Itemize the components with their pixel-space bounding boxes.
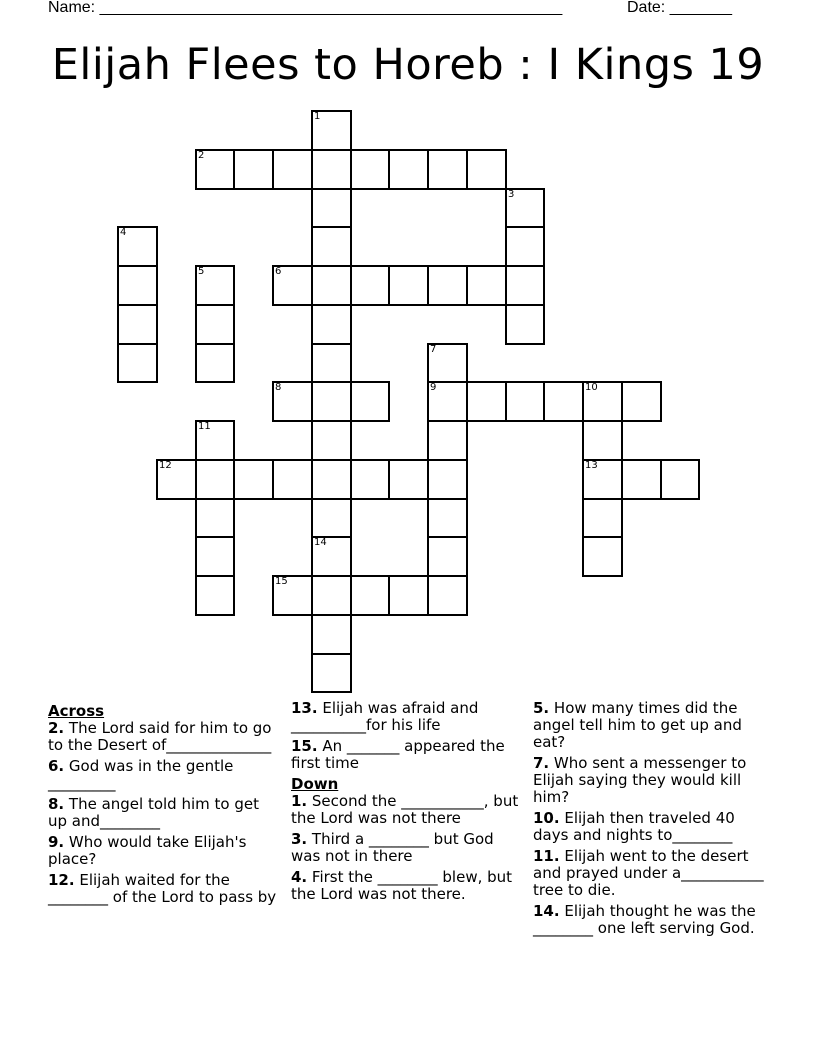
clue-text: The angel told him to get up and________ <box>48 795 259 830</box>
clue-item <box>533 700 773 751</box>
clue-item <box>291 831 523 865</box>
crossword-cell[interactable] <box>195 265 235 306</box>
crossword-cell[interactable] <box>427 343 468 383</box>
crossword-cell[interactable] <box>505 265 545 306</box>
crossword-cell[interactable] <box>466 381 507 422</box>
clues-column-3 <box>533 700 773 941</box>
clue-text: An _______ appeared the first time <box>291 737 505 772</box>
crossword-cell[interactable] <box>427 459 468 500</box>
clue-number: 12 <box>159 460 172 471</box>
crossword-cell[interactable] <box>272 149 313 190</box>
crossword-cell[interactable] <box>582 536 623 577</box>
crossword-cell[interactable] <box>388 459 429 500</box>
crossword-cell[interactable] <box>311 459 352 500</box>
crossword-cell[interactable] <box>311 575 352 616</box>
clue-text: Elijah then traveled 40 days and nights to________ <box>533 809 735 844</box>
crossword-cell[interactable] <box>350 265 390 306</box>
crossword-cell[interactable] <box>117 304 158 345</box>
clue-item <box>291 738 523 772</box>
crossword-cell[interactable] <box>660 459 700 500</box>
clues-column-1 <box>48 700 280 910</box>
crossword-cell[interactable] <box>195 420 235 461</box>
crossword-cell[interactable] <box>195 536 235 577</box>
clue-number-label: 12. <box>48 871 75 889</box>
crossword-cell[interactable] <box>311 614 352 655</box>
clue-number-label: 14. <box>533 902 560 920</box>
crossword-cell[interactable] <box>466 265 507 306</box>
crossword-cell[interactable] <box>311 381 352 422</box>
crossword-cell[interactable] <box>156 459 197 500</box>
clue-text: Third a ________ but God was not in there <box>291 830 494 865</box>
clue-number-label: 8. <box>48 795 65 813</box>
across-clue-list-continued <box>291 700 523 772</box>
crossword-cell[interactable] <box>311 653 352 693</box>
clue-item <box>48 796 280 830</box>
page-title: Elijah Flees to Horeb : I Kings 19 <box>51 40 765 90</box>
crossword-cell[interactable] <box>272 575 313 616</box>
clue-number: 7 <box>430 344 437 355</box>
name-line: Name: ____________________________________________________ <box>48 0 563 16</box>
clue-number-label: 5. <box>533 699 550 717</box>
crossword-cell[interactable] <box>195 459 235 500</box>
clue-item <box>533 903 773 937</box>
crossword-cell[interactable] <box>311 265 352 306</box>
crossword-cell[interactable] <box>350 149 390 190</box>
clue-number: 4 <box>120 227 127 238</box>
crossword-cell[interactable] <box>311 420 352 461</box>
crossword-cell[interactable] <box>311 226 352 267</box>
clue-text: Elijah was afraid and __________for his life <box>291 699 479 734</box>
down-clue-list <box>291 793 523 903</box>
crossword-cell[interactable] <box>621 381 662 422</box>
crossword-cell[interactable] <box>427 381 468 422</box>
crossword-cell[interactable] <box>621 459 662 500</box>
crossword-cell[interactable] <box>195 304 235 345</box>
crossword-cell[interactable] <box>272 381 313 422</box>
crossword-cell[interactable] <box>311 343 352 383</box>
clue-number-label: 2. <box>48 719 65 737</box>
crossword-cell[interactable] <box>350 381 390 422</box>
clue-text: Who would take Elijah's place? <box>48 833 247 868</box>
crossword-cell[interactable] <box>117 226 158 267</box>
crossword-cell[interactable] <box>505 188 545 228</box>
clue-item <box>291 793 523 827</box>
clue-item <box>533 755 773 806</box>
crossword-cell[interactable] <box>505 226 545 267</box>
crossword-cell[interactable] <box>505 381 545 422</box>
clue-number: 6 <box>275 266 282 277</box>
clue-number-label: 1. <box>291 792 308 810</box>
crossword-cell[interactable] <box>311 304 352 345</box>
clue-item <box>291 869 523 903</box>
crossword-cell[interactable] <box>195 575 235 616</box>
clue-number: 9 <box>430 382 437 393</box>
clue-item <box>48 834 280 868</box>
crossword-cell[interactable] <box>233 459 274 500</box>
across-heading: Across <box>48 702 105 720</box>
clues-column-2 <box>291 700 523 907</box>
clue-number: 5 <box>198 266 205 277</box>
date-line: Date: _______ <box>627 0 732 16</box>
crossword-cell[interactable] <box>582 459 623 500</box>
crossword-cell[interactable] <box>233 149 274 190</box>
clue-number-label: 15. <box>291 737 318 755</box>
clue-text: Elijah waited for the ________ of the Lord to pass by <box>48 871 277 906</box>
crossword-cell[interactable] <box>582 381 623 422</box>
crossword-cell[interactable] <box>311 498 352 538</box>
crossword-cell[interactable] <box>195 498 235 538</box>
clue-item <box>48 720 280 754</box>
clue-number: 1 <box>314 111 321 122</box>
clue-number-label: 9. <box>48 833 65 851</box>
crossword-cell[interactable] <box>427 575 468 616</box>
crossword-cell[interactable] <box>195 343 235 383</box>
crossword-cell[interactable] <box>427 149 468 190</box>
crossword-cell[interactable] <box>117 265 158 306</box>
crossword-cell[interactable] <box>311 536 352 577</box>
clue-number-label: 10. <box>533 809 560 827</box>
clue-number-label: 7. <box>533 754 550 772</box>
crossword-cell[interactable] <box>543 381 584 422</box>
down-clue-list-continued <box>533 700 773 937</box>
clue-number-label: 13. <box>291 699 318 717</box>
clue-text: Who sent a messenger to Elijah saying they would kill him? <box>533 754 747 806</box>
clue-number-label: 3. <box>291 830 308 848</box>
clue-text: First the ________ blew, but the Lord was not there. <box>291 868 513 903</box>
crossword-cell[interactable] <box>311 110 352 151</box>
crossword-cell[interactable] <box>272 265 313 306</box>
crossword-cell[interactable] <box>388 265 429 306</box>
clue-number: 14 <box>314 537 327 548</box>
crossword-cell[interactable] <box>195 149 235 190</box>
down-heading: Down <box>291 775 339 793</box>
crossword-cell[interactable] <box>311 149 352 190</box>
clue-number: 3 <box>508 189 515 200</box>
crossword-cell[interactable] <box>272 459 313 500</box>
crossword-cell[interactable] <box>582 420 623 461</box>
clue-text: Elijah thought he was the ________ one left serving God. <box>533 902 756 937</box>
clue-text: How many times did the angel tell him to get up and eat? <box>533 699 742 751</box>
clue-item <box>48 872 280 906</box>
clue-number-label: 11. <box>533 847 560 865</box>
crossword-cell[interactable] <box>350 459 390 500</box>
crossword-cell[interactable] <box>427 265 468 306</box>
clue-item <box>291 700 523 734</box>
crossword-cell[interactable] <box>427 536 468 577</box>
clue-item <box>533 848 773 899</box>
crossword-cell[interactable] <box>427 498 468 538</box>
clue-text: God was in the gentle _________ <box>48 757 234 792</box>
crossword-cell[interactable] <box>388 575 429 616</box>
clue-number: 8 <box>275 382 282 393</box>
crossword-cell[interactable] <box>117 343 158 383</box>
clue-item <box>533 810 773 844</box>
crossword-cell[interactable] <box>505 304 545 345</box>
clue-number: 2 <box>198 150 205 161</box>
crossword-cell[interactable] <box>350 575 390 616</box>
clue-text: Second the ___________, but the Lord was not there <box>291 792 519 827</box>
crossword-cell[interactable] <box>311 188 352 228</box>
clue-number: 11 <box>198 421 211 432</box>
crossword-cell[interactable] <box>427 420 468 461</box>
clue-number: 10 <box>585 382 598 393</box>
clue-number-label: 4. <box>291 868 308 886</box>
clue-number: 15 <box>275 576 288 587</box>
clue-item <box>48 758 280 792</box>
across-clue-list <box>48 720 280 906</box>
crossword-cell[interactable] <box>466 149 507 190</box>
clue-number-label: 6. <box>48 757 65 775</box>
crossword-cell[interactable] <box>388 149 429 190</box>
clue-text: Elijah went to the desert and prayed under a___________ tree to die. <box>533 847 764 899</box>
clue-text: The Lord said for him to go to the Desert of______________ <box>48 719 272 754</box>
crossword-cell[interactable] <box>582 498 623 538</box>
clue-number: 13 <box>585 460 598 471</box>
